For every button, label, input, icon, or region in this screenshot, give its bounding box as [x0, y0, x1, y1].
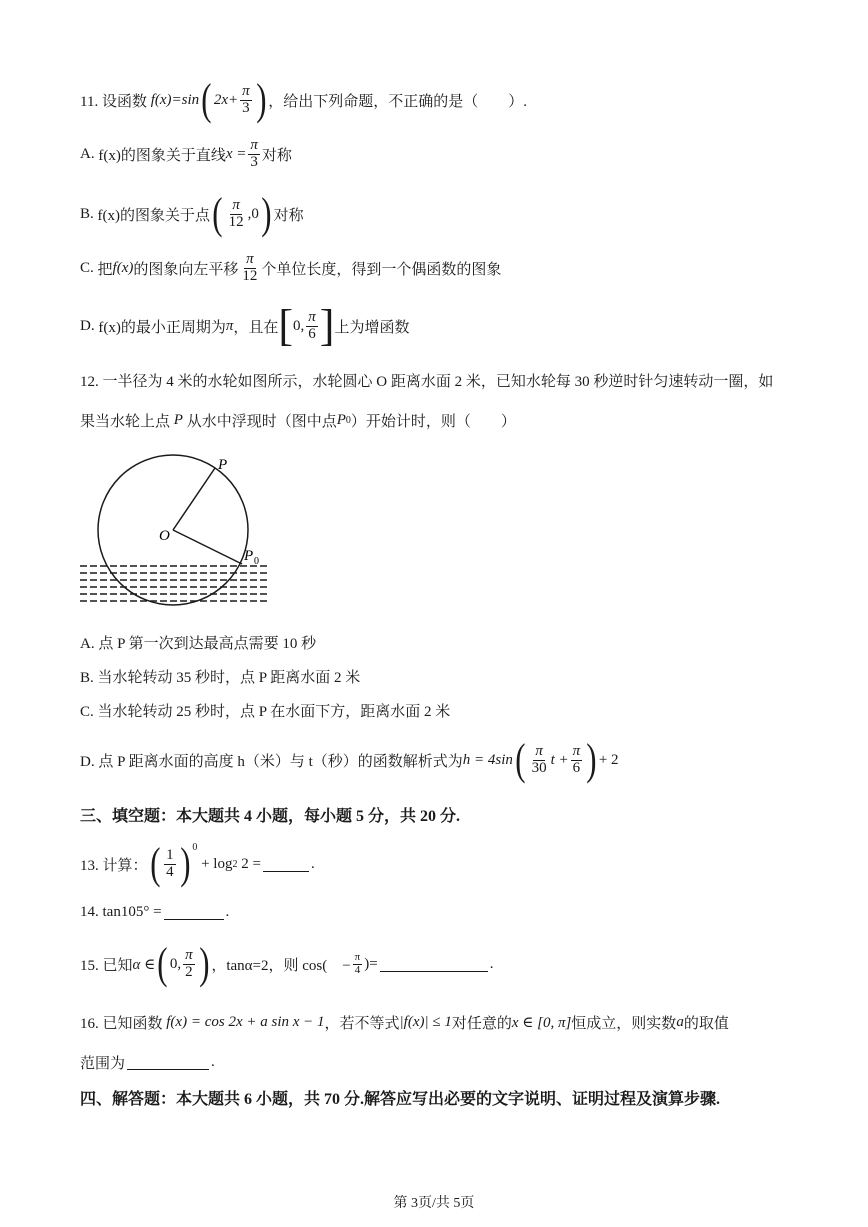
q11-option-a: A. f(x)的图象关于直线 x = $\frac{\pi}{3}$ 对称: [80, 137, 292, 170]
q16-line2: 范围为 .: [80, 1054, 215, 1072]
q13: 13. 计算： ( $\frac{1}{4}$ ) $^0$ + log 2 2 = .: [80, 839, 315, 888]
q16-answer-blank[interactable]: [127, 1055, 209, 1070]
label-o: O: [159, 528, 170, 544]
radius-op: [173, 468, 215, 530]
q12-option-b: B. 当水轮转动 35 秒时，点 P 距离水面 2 米: [80, 670, 361, 686]
q14-answer-blank[interactable]: [164, 905, 224, 920]
section-4-heading: 四、解答题：本大题共 6 小题，共 70 分.解答应写出必要的文字说明、证明过程及演算步骤.: [80, 1091, 721, 1108]
q11-option-c: C. 把 f(x) 的图象向左平移 $\frac{\pi}{12}$ 个单位长度，得到一个偶函数的图象: [80, 251, 502, 284]
pi-over-3: $\frac{\pi}{3}$: [242, 82, 250, 116]
label-p0-sub: 0: [254, 556, 259, 567]
q15: 15. 已知 α ∈ ( 0, $\frac{\pi}{2}$ ) ，tanα=2，则 cos( − $\frac{\pi}{4}$ )= .: [80, 939, 494, 988]
q11-option-d: D. f(x)的最小正周期为 π ，且在 [ 0, $\frac{\pi}{6}$ ] 上为增函数: [80, 301, 410, 350]
label-p: P: [218, 457, 228, 473]
water-wheel-figure: [72, 448, 282, 613]
q11-stem: 11. 设函数 f(x)=sin ( 2x+ $\frac{\pi}{3}$ ) ，给出下列命题，不正确的是（ ）.: [80, 75, 528, 124]
q11-option-b: B. f(x)的图象关于点 ( $\frac{\pi}{12}$ ,0 ) 对称: [80, 189, 304, 238]
q12-option-c: C. 当水轮转动 25 秒时，点 P 在水面下方，距离水面 2 米: [80, 704, 451, 720]
q12-option-a: A. 点 P 第一次到达最高点需要 10 秒: [80, 636, 317, 652]
radius-op0: [173, 530, 242, 564]
label-p0: P: [244, 548, 254, 564]
q12-option-d: D. 点 P 距离水面的高度 h（米）与 t（秒）的函数解析式为 h = 4sin ( $\frac{\pi}{30}$ t + $\frac{\pi}{6}$ ) + 2: [80, 735, 619, 784]
q12-line2: 果当水轮上点 P 从水中浮现时（图中点 P 0 ）开始计时，则（ ）: [80, 412, 516, 430]
section-3-heading: 三、填空题：本大题共 4 小题，每小题 5 分，共 20 分.: [80, 808, 461, 825]
page-footer: 第 3页/共 5页: [393, 1196, 475, 1211]
q14: 14. tan105° = .: [80, 904, 230, 920]
q13-answer-blank[interactable]: [263, 857, 309, 872]
q16-line1: 16. 已知函数 f(x) = cos 2x + a sin x − 1 ，若不等式 |f(x)| ≤ 1 对任意的 x ∈ [0, π] 恒成立，则实数 a 的取值: [80, 1014, 729, 1032]
water-surface-lines: [80, 566, 267, 601]
q15-answer-blank[interactable]: [380, 957, 488, 972]
q12-line1: 12. 一半径为 4 米的水轮如图所示，水轮圆心 O 距离水面 2 米，已知水轮每 30 秒逆时针匀速转动一圈，如: [80, 374, 774, 390]
